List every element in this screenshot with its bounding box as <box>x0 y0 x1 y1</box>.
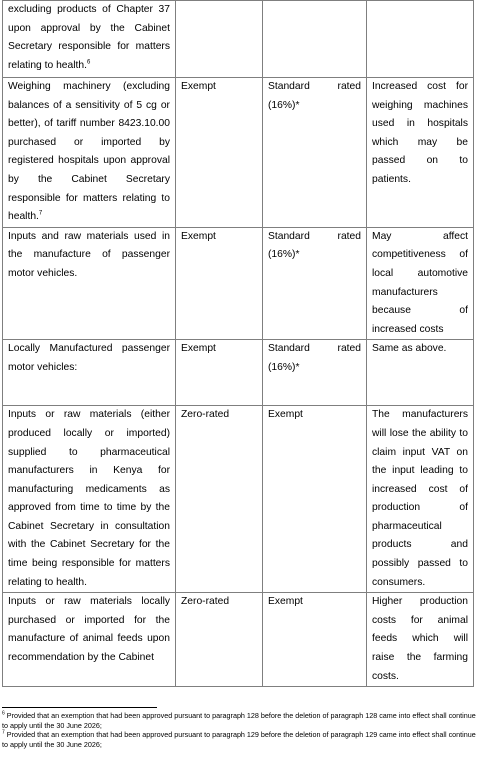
footnote-reference[interactable]: 6 <box>87 59 91 66</box>
proposed-status-cell <box>263 1 367 78</box>
table-row <box>3 78 474 228</box>
impact-cell: Increased cost for weighing machines used in hospitals which may be passed on to patients. <box>367 78 474 228</box>
current-status-cell: Zero-rated <box>176 593 263 687</box>
impact-cell: May affect competitiveness of local automotive manufacturers because of increased costs <box>367 227 474 340</box>
footnote-separator <box>2 707 157 708</box>
proposed-status-cell: Exempt <box>263 406 367 593</box>
table-row <box>3 340 474 406</box>
impact-cell: The manufacturers will lose the ability to claim input VAT on the input leading to increased cost of production of pharmaceutical products and possibly passed to consumers. <box>367 406 474 593</box>
current-status-cell <box>176 1 263 78</box>
current-status-cell: Exempt <box>176 227 263 340</box>
current-status-cell: Zero-rated <box>176 406 263 593</box>
proposed-status-cell: Standard rated (16%)* <box>263 78 367 228</box>
table-row <box>3 227 474 340</box>
item-description-cell: Inputs or raw materials locally purchased or imported for the manufacture of animal feeds upon recommendation by the Cabinet <box>3 593 176 687</box>
item-description-cell: excluding products of Chapter 37 upon approval by the Cabinet Secretary responsible for matters relating to health.$^6$ <box>3 1 176 78</box>
table-row <box>3 406 474 593</box>
current-status-cell: Exempt <box>176 78 263 228</box>
vat-schedule-table <box>2 0 474 687</box>
table-row <box>3 593 474 687</box>
footnote: $^6$ Provided that an exemption that had been approved pursuant to paragraph 128 before the deletion of paragraph 128 came into effect shall continue to apply until the 30 June 2026; <box>2 710 476 730</box>
proposed-status-cell: Standard rated (16%)* <box>263 227 367 340</box>
item-description-cell: Weighing machinery (excluding balances of a sensitivity of 5 cg or better), of tariff number 8423.10.00 purchased or imported by registered hospitals upon approval by the Cabinet Secretary responsible for matters relating to health.$^7$ <box>3 78 176 228</box>
footnotes <box>2 711 476 749</box>
footnote: $^7$ Provided that an exemption that had been approved pursuant to paragraph 129 before the deletion of paragraph 129 came into effect shall continue to apply until the 30 June 2026; <box>2 729 476 749</box>
impact-cell: Same as above. <box>367 340 474 406</box>
proposed-status-cell: Exempt <box>263 593 367 687</box>
item-description-cell: Inputs and raw materials used in the manufacture of passenger motor vehicles. <box>3 227 176 340</box>
footnote-reference[interactable]: 7 <box>38 210 43 217</box>
impact-cell <box>367 1 474 78</box>
item-description-cell: Locally Manufactured passenger motor vehicles: <box>3 340 176 406</box>
impact-cell: Higher production costs for animal feeds which will raise the farming costs. <box>367 593 474 687</box>
table-row <box>3 1 474 78</box>
item-description-cell: Inputs or raw materials (either produced locally or imported) supplied to pharmaceutical manufacturers in Kenya for manufacturing medicaments as approved from time to time by the Cabinet Secretary in consultation with the Cabinet Secretary for the time being responsible for matters relating to health. <box>3 406 176 593</box>
proposed-status-cell: Standard rated (16%)* <box>263 340 367 406</box>
current-status-cell: Exempt <box>176 340 263 406</box>
